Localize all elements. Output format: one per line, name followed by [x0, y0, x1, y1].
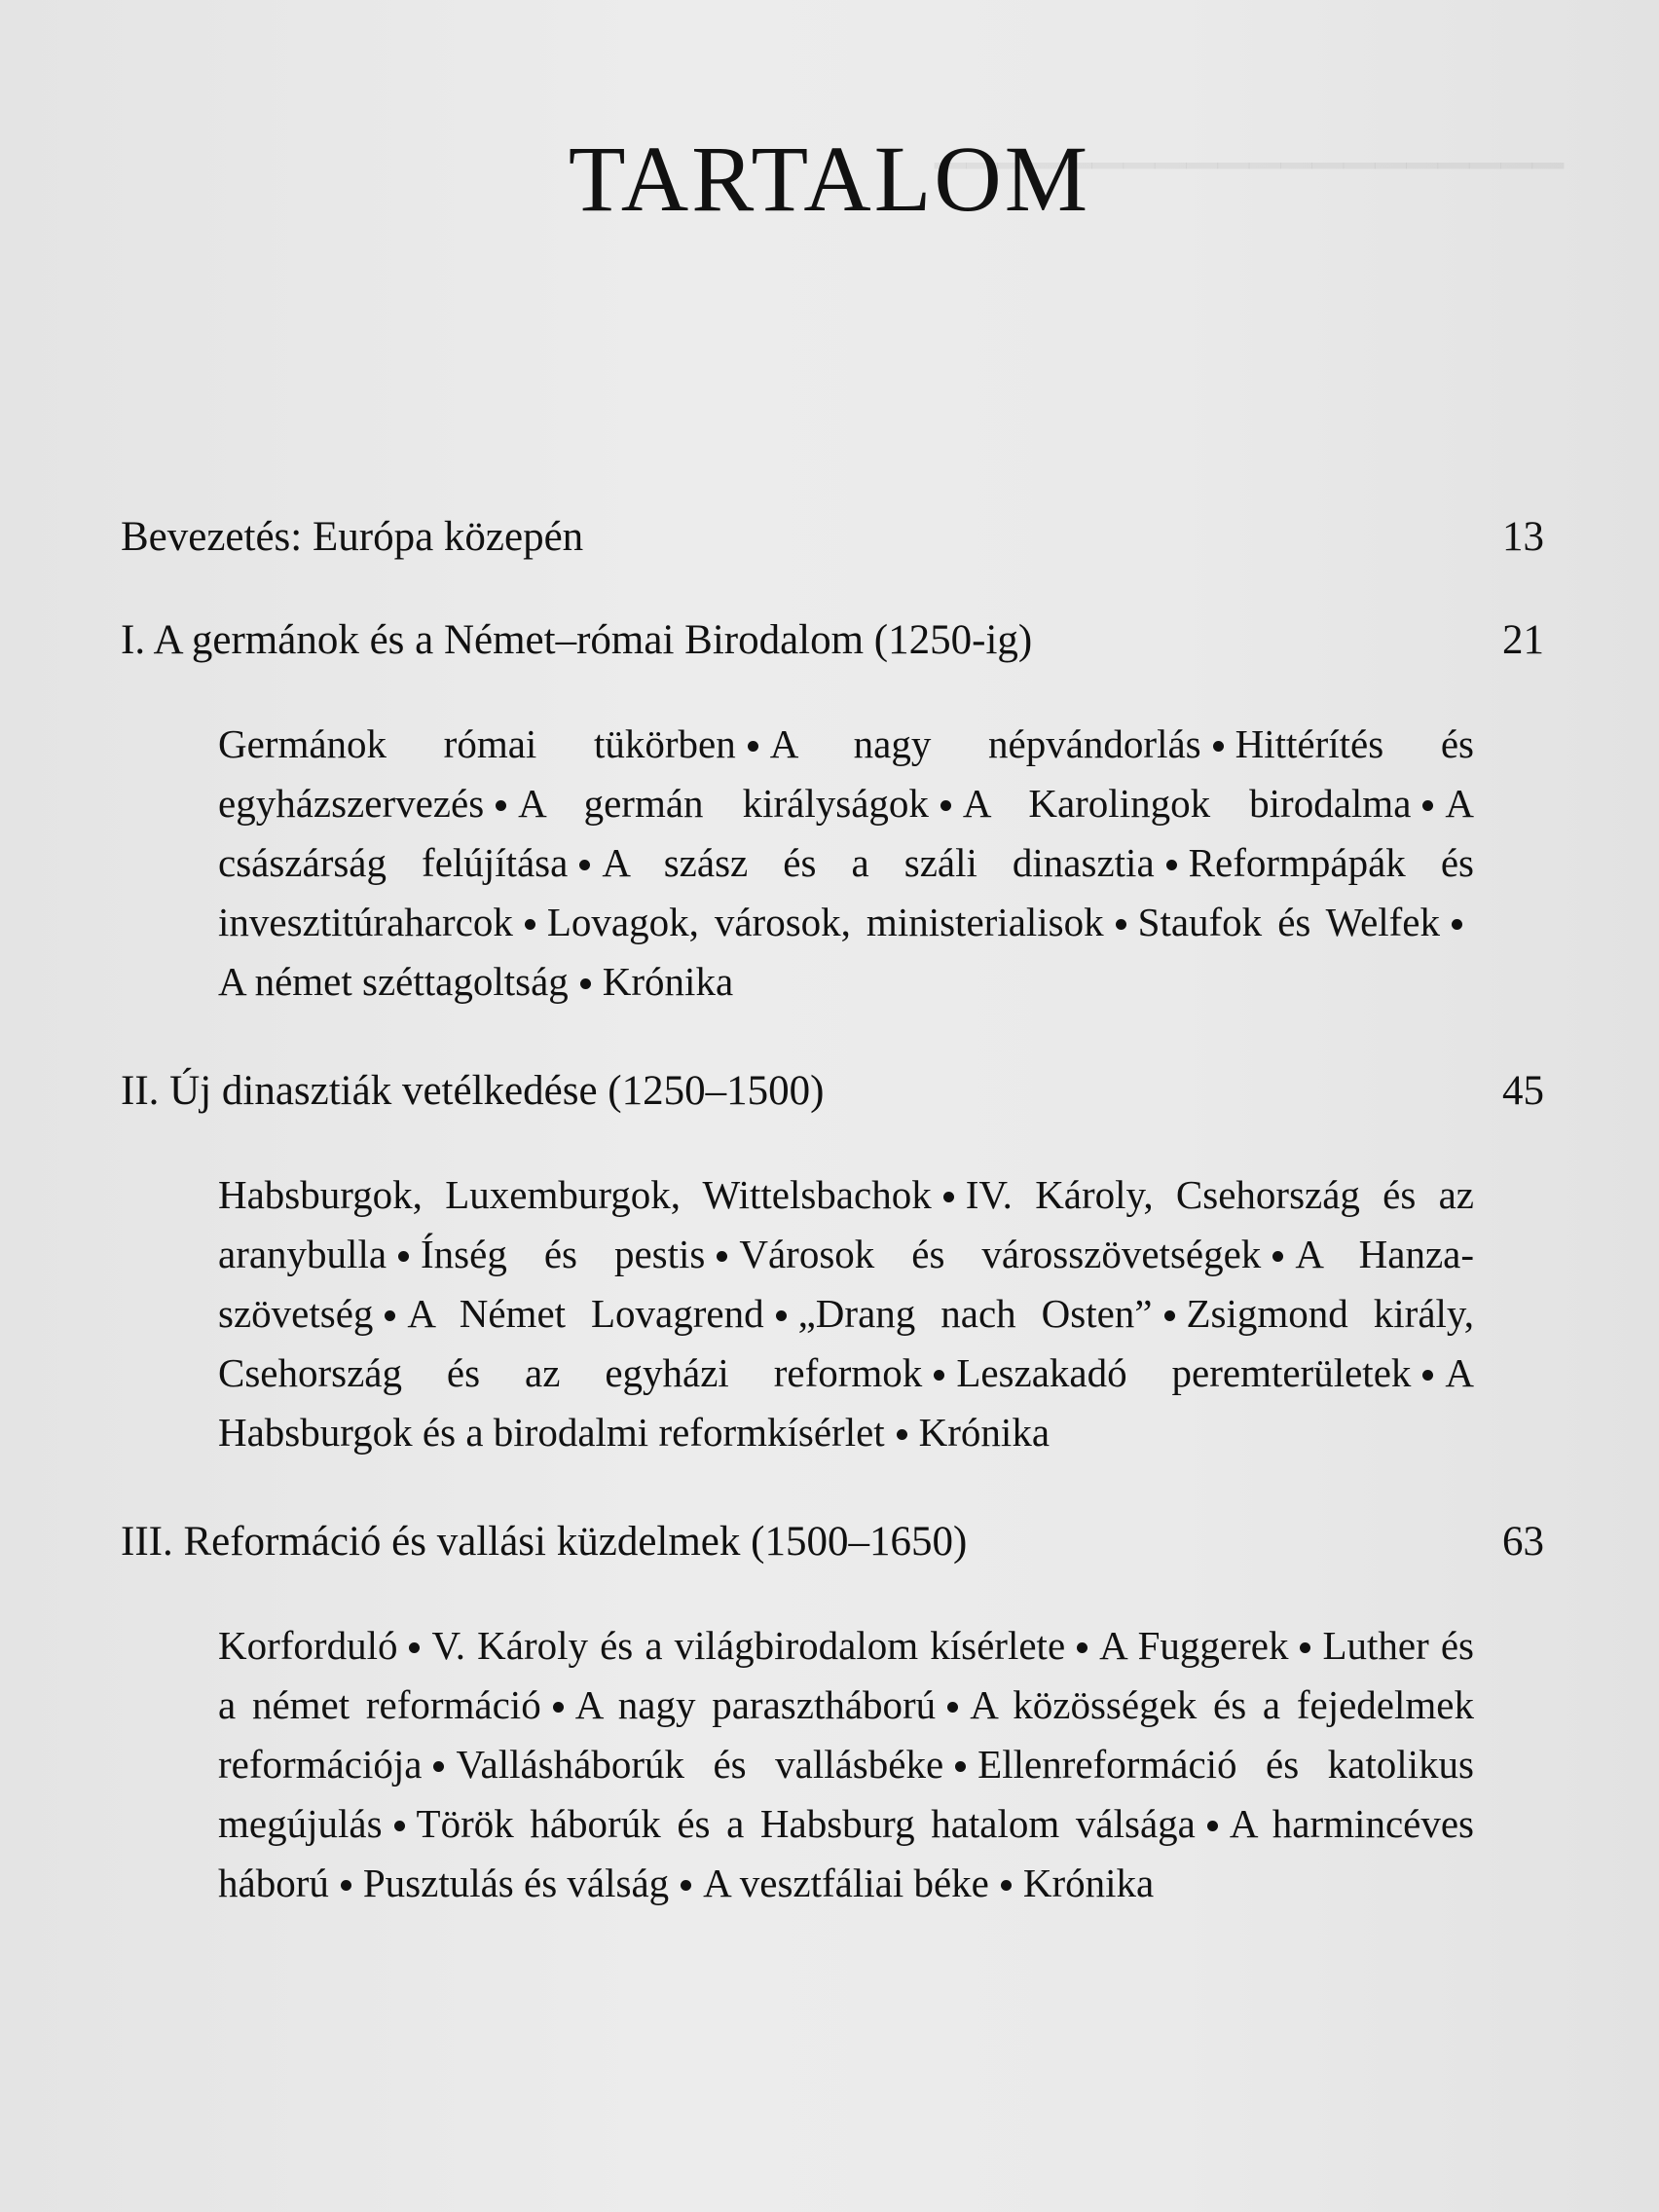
bullet-icon [1166, 860, 1177, 870]
bullet-icon [496, 800, 506, 811]
topic: Lovagok, városok, ministerialisok [546, 900, 1104, 944]
bullet-icon [579, 860, 590, 870]
bullet-icon [525, 919, 535, 930]
bullet-icon [776, 1310, 787, 1321]
topic: Vallásháborúk és vallásbéke [456, 1742, 944, 1787]
bullet-icon [934, 1370, 944, 1381]
topic: Török háborúk és a Habsburg hatalom válsága [416, 1801, 1196, 1846]
page-number: 45 [1502, 1068, 1544, 1114]
topic: Ínség és pestis [421, 1232, 706, 1276]
topic: A Karolingok birodalma [962, 781, 1412, 826]
topic: „Drang nach Osten” [797, 1291, 1153, 1336]
topic: A császárság felújítása [218, 781, 1474, 885]
topic: Habsburgok, Luxemburgok, Wittelsbachok [218, 1172, 932, 1217]
bullet-icon [897, 1429, 907, 1440]
topic: Ellenreformáció és katolikus megújulás [218, 1742, 1475, 1846]
bullet-icon [1300, 1642, 1310, 1653]
bullet-icon [409, 1642, 420, 1653]
topic: Zsigmond király, Csehország és az egyházi reformok [218, 1291, 1474, 1395]
toc-heading-row [121, 609, 1544, 672]
bullet-icon [433, 1761, 444, 1772]
bullet-icon [1422, 800, 1433, 811]
page-title: TARTALOM [568, 127, 1091, 231]
topic: Hittérítés és egyházszervezés [218, 721, 1474, 826]
page-number: 21 [1502, 617, 1544, 663]
bullet-icon [385, 1310, 395, 1321]
bullet-icon [580, 978, 591, 989]
topic: Krónika [602, 959, 734, 1004]
toc-heading-row [121, 1511, 1544, 1573]
bullet-icon [394, 1821, 405, 1831]
bullet-icon [1452, 919, 1462, 930]
topic: Staufok és Welfek [1137, 900, 1441, 944]
bullet-icon [943, 1192, 954, 1202]
chapter-topics [218, 1616, 1474, 1913]
bullet-icon [940, 800, 951, 811]
topic: V. Károly és a világbirodalom kísérlete [431, 1623, 1066, 1668]
page-number: 13 [1502, 514, 1544, 560]
bullet-icon [398, 1251, 409, 1262]
bullet-icon [947, 1702, 958, 1713]
topic: Pusztulás és válság [362, 1861, 670, 1905]
toc-entry-introduction [121, 506, 1544, 569]
chapter-title: III. Reformáció és vallási küzdelmek (1500–1650) [121, 1519, 968, 1565]
topic: A Habsburgok és a birodalmi reformkísérlet [218, 1350, 1475, 1455]
bullet-icon [717, 1251, 727, 1262]
topic: Germánok római tükörben [218, 721, 736, 766]
toc-heading-row [121, 506, 1544, 569]
bullet-icon [955, 1761, 966, 1772]
chapter-topics [218, 1165, 1474, 1462]
topic: A vesztfáliai béke [703, 1861, 989, 1905]
bullet-icon [1207, 1821, 1218, 1831]
bullet-icon [1001, 1880, 1012, 1891]
bullet-icon [1213, 741, 1224, 752]
bullet-icon [1164, 1310, 1175, 1321]
chapter-topics [218, 715, 1474, 1012]
show-through-decoration: ▁▁▁▁▁▁▁▁▁▁▁▁▁▁▁▁▁▁▁▁ [935, 124, 1564, 168]
bullet-icon [1116, 919, 1126, 930]
bullet-icon [341, 1880, 351, 1891]
topic: Luther és a német reformáció [218, 1623, 1474, 1727]
topic: A Német Lovagrend [407, 1291, 764, 1336]
topic: A germán királyságok [518, 781, 929, 826]
table-of-contents [121, 506, 1544, 1913]
page-number: 63 [1502, 1519, 1544, 1565]
toc-entry-chapter-2 [121, 1060, 1544, 1462]
topic: A német széttagoltság [218, 959, 569, 1004]
toc-entry-chapter-3 [121, 1511, 1544, 1913]
bullet-icon [681, 1880, 691, 1891]
topic: Krónika [918, 1410, 1051, 1455]
bullet-icon [1077, 1642, 1088, 1653]
bullet-icon [1422, 1370, 1433, 1381]
toc-entry-chapter-1 [121, 609, 1544, 1012]
topic: Városok és városszövetségek [739, 1232, 1262, 1276]
topic: A Fuggerek [1099, 1623, 1289, 1668]
topic: A közösségek és a fejedelmek reformációja [218, 1682, 1474, 1787]
topic: A nagy parasztháború [574, 1682, 937, 1727]
topic: Korforduló [218, 1623, 398, 1668]
bullet-icon [748, 741, 758, 752]
topic: Reformpápák és invesztitúraharcok [218, 840, 1474, 944]
topic: Krónika [1022, 1861, 1155, 1905]
topic: Leszakadó peremterületek [956, 1350, 1412, 1395]
toc-heading-row [121, 1060, 1544, 1123]
chapter-title: Bevezetés: Európa közepén [121, 514, 584, 560]
topic: A szász és a száli dinasztia [602, 840, 1155, 885]
bullet-icon [1272, 1251, 1283, 1262]
topic: IV. Károly, Csehország és az aranybulla [218, 1172, 1475, 1276]
topic: A harmincéves háború [218, 1801, 1474, 1905]
topic: A Hanza-szövetség [218, 1232, 1475, 1336]
topic: A nagy népvándorlás [769, 721, 1201, 766]
chapter-title: I. A germánok és a Német–római Birodalom (1250-ig) [121, 617, 1033, 663]
chapter-title: II. Új dinasztiák vetélkedése (1250–1500) [121, 1068, 825, 1114]
bullet-icon [553, 1702, 564, 1713]
